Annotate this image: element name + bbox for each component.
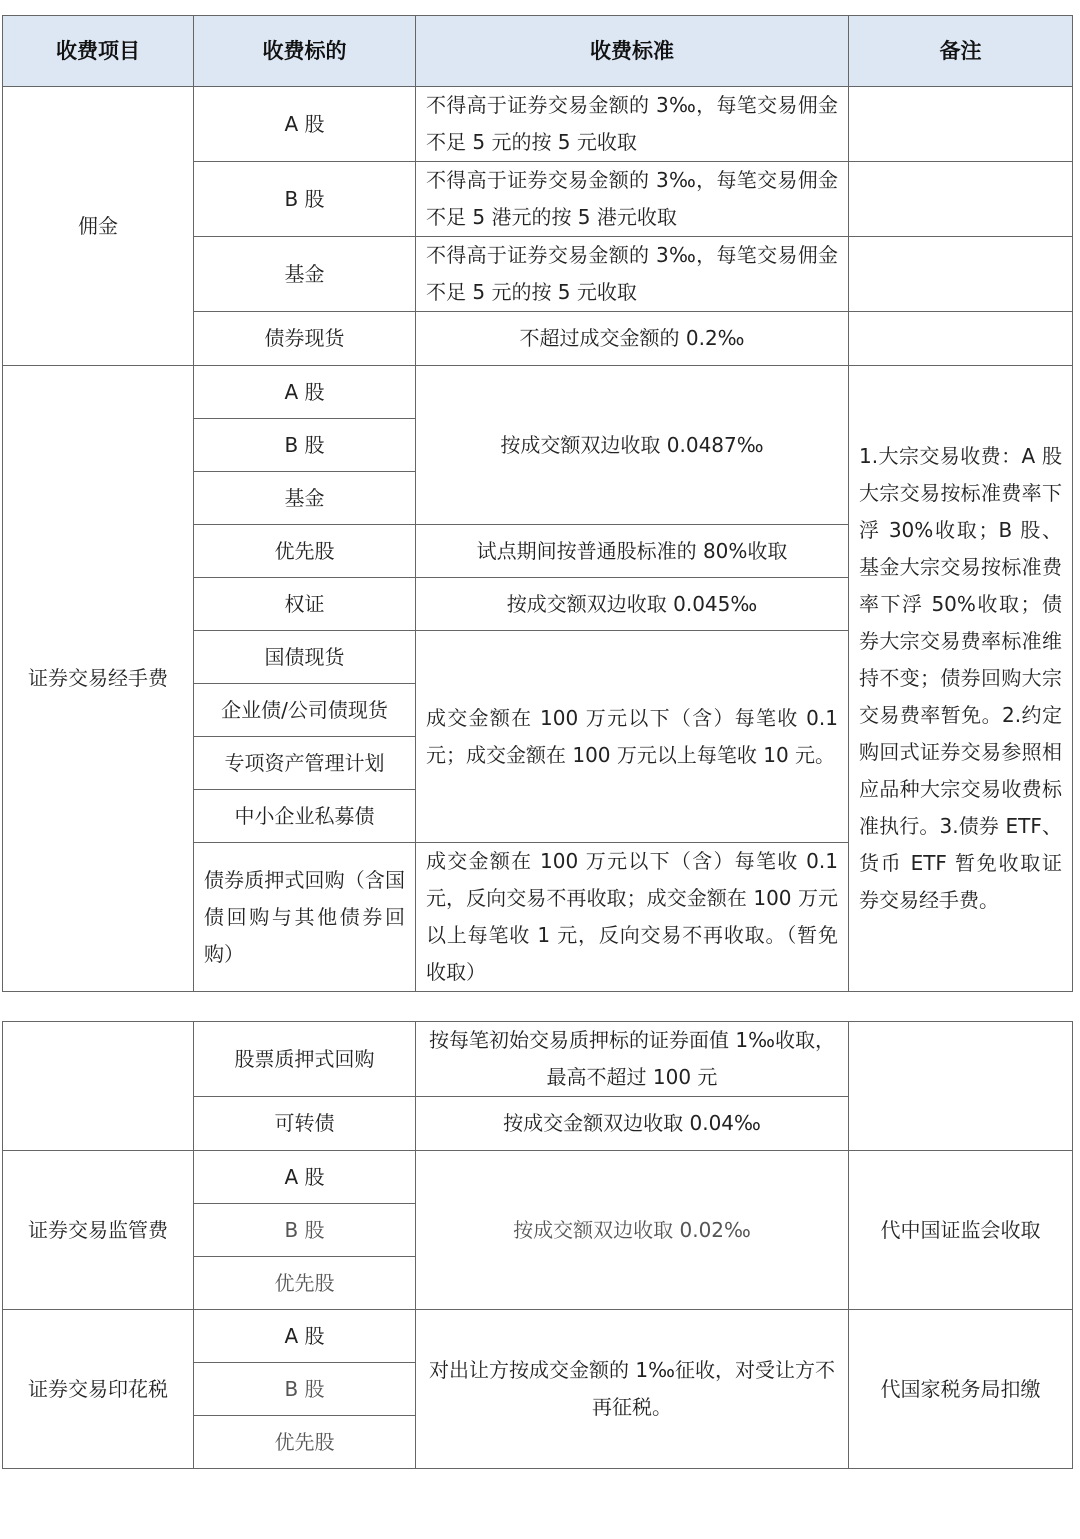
remark-cell bbox=[849, 87, 1073, 162]
stamp-duty-remark: 代国家税务局扣缴 bbox=[849, 1310, 1073, 1469]
table-row bbox=[3, 1022, 1073, 1097]
standard-cell: 按成交额双边收取 0.02‰ bbox=[416, 1151, 849, 1310]
remark-cell bbox=[849, 1022, 1073, 1151]
supervision-fee-remark: 代中国证监会收取 bbox=[849, 1151, 1073, 1310]
header-row bbox=[3, 16, 1073, 87]
stamp-duty-item: 证券交易印花税 bbox=[3, 1310, 194, 1469]
remark-cell bbox=[849, 237, 1073, 312]
standard-cell: 不得高于证券交易金额的 3‰，每笔交易佣金不足 5 港元的按 5 港元收取 bbox=[416, 162, 849, 237]
standard-cell: 试点期间按普通股标准的 80%收取 bbox=[416, 525, 849, 578]
standard-cell: 按成交金额双边收取 0.04‰ bbox=[416, 1097, 849, 1151]
remark-cell bbox=[849, 312, 1073, 366]
target-cell: 优先股 bbox=[194, 1257, 416, 1310]
standard-cell: 对出让方按成交金额的 1‰征收，对受让方不再征税。 bbox=[416, 1310, 849, 1469]
supervision-fee-item: 证券交易监管费 bbox=[3, 1151, 194, 1310]
target-cell: 国债现货 bbox=[194, 631, 416, 684]
target-cell: B 股 bbox=[194, 162, 416, 237]
header-standard: 收费标准 bbox=[416, 16, 849, 87]
target-cell: B 股 bbox=[194, 1363, 416, 1416]
continued-item bbox=[3, 1022, 194, 1151]
target-cell: B 股 bbox=[194, 419, 416, 472]
commission-item: 佣金 bbox=[3, 87, 194, 366]
table-row bbox=[3, 366, 1073, 419]
target-cell: 债券质押式回购（含国债回购与其他债券回购） bbox=[194, 843, 416, 992]
target-cell: 可转债 bbox=[194, 1097, 416, 1151]
target-cell: 股票质押式回购 bbox=[194, 1022, 416, 1097]
target-cell: 企业债/公司债现货 bbox=[194, 684, 416, 737]
target-cell: 中小企业私募债 bbox=[194, 790, 416, 843]
target-cell: 基金 bbox=[194, 472, 416, 525]
target-cell: B 股 bbox=[194, 1204, 416, 1257]
standard-cell: 不得高于证券交易金额的 3‰，每笔交易佣金不足 5 元的按 5 元收取 bbox=[416, 87, 849, 162]
target-cell: 优先股 bbox=[194, 525, 416, 578]
target-cell: A 股 bbox=[194, 1310, 416, 1363]
target-cell: A 股 bbox=[194, 87, 416, 162]
table-row bbox=[3, 87, 1073, 162]
fee-table-part1 bbox=[2, 15, 1073, 992]
standard-cell: 成交金额在 100 万元以下（含）每笔收 0.1 元；成交金额在 100 万元以上每笔收 10 元。 bbox=[416, 631, 849, 843]
target-cell: 基金 bbox=[194, 237, 416, 312]
standard-cell: 按每笔初始交易质押标的证券面值 1‰收取，最高不超过 100 元 bbox=[416, 1022, 849, 1097]
remark-cell bbox=[849, 162, 1073, 237]
header-target: 收费标的 bbox=[194, 16, 416, 87]
target-cell: 债券现货 bbox=[194, 312, 416, 366]
table-row bbox=[3, 1151, 1073, 1204]
standard-cell: 不得高于证券交易金额的 3‰，每笔交易佣金不足 5 元的按 5 元收取 bbox=[416, 237, 849, 312]
standard-cell: 成交金额在 100 万元以下（含）每笔收 0.1 元，反向交易不再收取；成交金额在 100 万元以上每笔收 1 元，反向交易不再收取。（暂免收取） bbox=[416, 843, 849, 992]
header-item: 收费项目 bbox=[3, 16, 194, 87]
target-cell: A 股 bbox=[194, 1151, 416, 1204]
target-cell: 优先股 bbox=[194, 1416, 416, 1469]
target-cell: 专项资产管理计划 bbox=[194, 737, 416, 790]
handling-fee-remark: 1.大宗交易收费：A 股大宗交易按标准费率下浮 30%收取；B 股、基金大宗交易按标准费率下浮 50%收取；债券大宗交易费率标准维持不变；债券回购大宗交易费率暂免。2.约定购回式证券交易参照相应品种大宗交易收费标准执行。3.债券 ETF、货币 ETF 暂免收取证券交易经手费。 bbox=[849, 366, 1073, 992]
handling-fee-item: 证券交易经手费 bbox=[3, 366, 194, 992]
header-remark: 备注 bbox=[849, 16, 1073, 87]
standard-cell: 不超过成交金额的 0.2‰ bbox=[416, 312, 849, 366]
table-row bbox=[3, 1310, 1073, 1363]
standard-cell: 按成交额双边收取 0.0487‰ bbox=[416, 366, 849, 525]
target-cell: 权证 bbox=[194, 578, 416, 631]
fee-table-part2 bbox=[2, 1021, 1073, 1469]
standard-cell: 按成交额双边收取 0.045‰ bbox=[416, 578, 849, 631]
target-cell: A 股 bbox=[194, 366, 416, 419]
